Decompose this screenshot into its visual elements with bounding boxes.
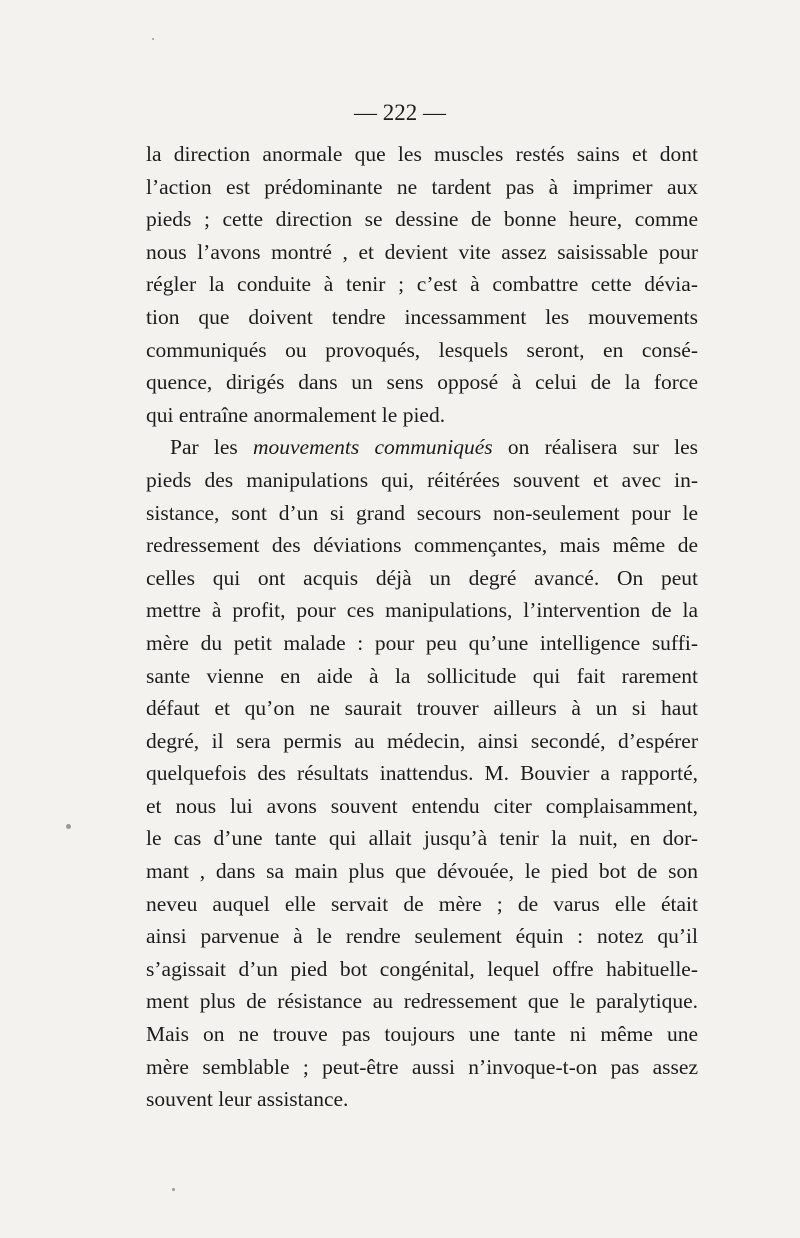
page-number: — 222 — [354,100,446,125]
paper-speck [172,1188,175,1191]
text-run: on réalisera sur les [492,435,698,460]
text-line: Mais on ne trouve pas toujours une tante ni même une [146,1022,698,1047]
text-line: quelquefois des résultats inattendus. M. Bouvier a rapporté, [146,761,698,786]
text-line: nous l’avons montré , et devient vite assez saisissable pour [146,239,698,264]
text-line: sistance, sont d’un si grand secours non-seulement pour le [146,500,698,525]
text-line: la direction anormale que les muscles restés sains et dont [146,142,698,166]
text-line: pieds ; cette direction se dessine de bonne heure, comme [146,207,698,232]
text-line: mère du petit malade : pour peu qu’une intelligence suffi- [146,630,698,655]
text-line: celles qui ont acquis déjà un degré avancé. On peut [146,565,698,590]
text-line: sante vienne en aide à la sollicitude qui fait rarement [146,663,698,688]
text-line: défaut et qu’on ne saurait trouver ailleurs à un si haut [146,696,698,721]
text-line: neveu auquel elle servait de mère ; de varus elle était [146,891,698,916]
text-line: et nous lui avons souvent entendu citer complaisamment, [146,793,698,818]
text-line: ainsi parvenue à le rendre seulement équin : notez qu’il [146,924,698,949]
text-line: pieds des manipulations qui, réitérées souvent et avec in- [146,467,698,492]
paragraph-first-line [146,431,698,464]
text-line: mettre à profit, pour ces manipulations, l’intervention de la [146,598,698,623]
text-line: communiqués ou provoqués, lesquels seront, en consé- [146,337,698,362]
body-text [146,138,698,1116]
italic-term: mouvements communiqués [252,435,493,460]
text-line: tion que doivent tendre incessamment les mouvements [146,304,698,329]
paper-speck [66,824,71,829]
text-line: l’action est prédominante ne tardent pas à imprimer aux [146,174,698,199]
text-line: mant , dans sa main plus que dévouée, le pied bot de son [146,859,698,884]
text-line: s’agissait d’un pied bot congénital, lequel offre habituelle- [146,956,698,981]
text-line: ment plus de résistance au redressement que le paralytique. [146,989,698,1014]
paper-speck [152,38,154,40]
text-line: degré, il sera permis au médecin, ainsi secondé, d’espérer [146,728,698,753]
text-line: quence, dirigés dans un sens opposé à celui de la force [146,370,698,395]
text-line: régler la conduite à tenir ; c’est à combattre cette dévia- [146,272,698,297]
text-line: redressement des déviations commençantes, mais même de [146,533,698,558]
text-line: qui entraîne anormalement le pied. [146,402,446,427]
text-run: Par les [170,435,253,460]
text-line: le cas d’une tante qui allait jusqu’à tenir la nuit, en dor- [146,826,698,851]
text-line: mère semblable ; peut-être aussi n’invoque-t-on pas assez [146,1054,698,1079]
text-line: souvent leur assistance. [146,1087,349,1112]
